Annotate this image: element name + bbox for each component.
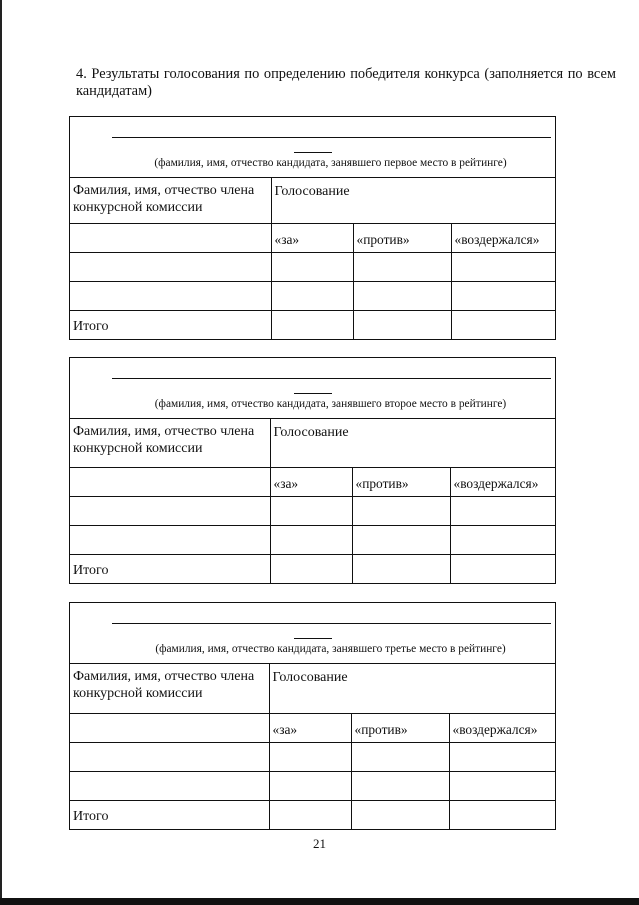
table-row xyxy=(70,742,555,771)
vote-for-cell[interactable] xyxy=(269,771,351,800)
candidate-block-first xyxy=(69,116,556,340)
divider-line xyxy=(294,393,332,394)
total-against-cell[interactable] xyxy=(351,800,449,829)
total-for-cell[interactable] xyxy=(271,310,353,339)
empty-cell xyxy=(70,223,271,252)
voting-header: Голосование xyxy=(271,178,555,223)
total-label: Итого xyxy=(70,310,271,339)
candidate-caption: (фамилия, имя, отчество кандидата, занявшего первое место в рейтинге) xyxy=(154,157,507,169)
total-for-cell[interactable] xyxy=(270,554,352,583)
option-against: «против» xyxy=(353,223,451,252)
empty-cell xyxy=(70,467,270,496)
vote-against-cell[interactable] xyxy=(353,252,451,281)
total-for-cell[interactable] xyxy=(269,800,351,829)
vote-for-cell[interactable] xyxy=(269,742,351,771)
voting-table xyxy=(70,419,555,583)
candidate-name-line[interactable] xyxy=(112,378,551,379)
empty-cell xyxy=(70,713,269,742)
total-abstained-cell[interactable] xyxy=(449,800,555,829)
option-against: «против» xyxy=(352,467,450,496)
table-row xyxy=(70,252,555,281)
option-for: «за» xyxy=(271,223,353,252)
vote-for-cell[interactable] xyxy=(270,525,352,554)
vote-against-cell[interactable] xyxy=(353,281,451,310)
table-row xyxy=(70,771,555,800)
total-row xyxy=(70,310,555,339)
total-row xyxy=(70,554,555,583)
total-against-cell[interactable] xyxy=(352,554,450,583)
vote-against-cell[interactable] xyxy=(351,771,449,800)
member-name-cell[interactable] xyxy=(70,525,270,554)
table-row xyxy=(70,281,555,310)
total-abstained-cell[interactable] xyxy=(451,310,555,339)
member-header: Фамилия, имя, отчество члена конкурсной комиссии xyxy=(70,178,271,223)
scan-bottom-band xyxy=(0,898,639,905)
member-header: Фамилия, имя, отчество члена конкурсной комиссии xyxy=(70,419,270,467)
option-abstained: «воздержался» xyxy=(449,713,555,742)
vote-abstained-cell[interactable] xyxy=(451,252,555,281)
total-abstained-cell[interactable] xyxy=(450,554,555,583)
member-name-cell[interactable] xyxy=(70,281,271,310)
voting-header: Голосование xyxy=(269,664,555,713)
member-name-cell[interactable] xyxy=(70,742,269,771)
vote-abstained-cell[interactable] xyxy=(449,771,555,800)
option-abstained: «воздержался» xyxy=(450,467,555,496)
total-row xyxy=(70,800,555,829)
vote-abstained-cell[interactable] xyxy=(450,496,555,525)
vote-for-cell[interactable] xyxy=(271,252,353,281)
option-for: «за» xyxy=(270,467,352,496)
total-label: Итого xyxy=(70,554,270,583)
table-row xyxy=(70,525,555,554)
candidate-name-line[interactable] xyxy=(112,623,551,624)
voting-table xyxy=(70,178,555,339)
vote-for-cell[interactable] xyxy=(271,281,353,310)
page-number: 21 xyxy=(313,836,326,851)
scan-left-edge xyxy=(0,0,2,905)
candidate-name-area xyxy=(70,603,555,664)
candidate-caption: (фамилия, имя, отчество кандидата, занявшего третье место в рейтинге) xyxy=(155,643,506,655)
divider-line xyxy=(294,638,332,639)
vote-abstained-cell[interactable] xyxy=(449,742,555,771)
member-name-cell[interactable] xyxy=(70,771,269,800)
candidate-name-line[interactable] xyxy=(112,137,551,138)
voting-table xyxy=(70,664,555,829)
vote-abstained-cell[interactable] xyxy=(451,281,555,310)
divider-line xyxy=(294,152,332,153)
vote-against-cell[interactable] xyxy=(351,742,449,771)
option-for: «за» xyxy=(269,713,351,742)
voting-header: Голосование xyxy=(270,419,555,467)
option-abstained: «воздержался» xyxy=(451,223,555,252)
vote-against-cell[interactable] xyxy=(352,525,450,554)
candidate-name-area xyxy=(70,117,555,178)
vote-against-cell[interactable] xyxy=(352,496,450,525)
table-row xyxy=(70,496,555,525)
member-name-cell[interactable] xyxy=(70,252,271,281)
total-against-cell[interactable] xyxy=(353,310,451,339)
member-name-cell[interactable] xyxy=(70,496,270,525)
member-header: Фамилия, имя, отчество члена конкурсной комиссии xyxy=(70,664,269,713)
candidate-name-area xyxy=(70,358,555,419)
option-against: «против» xyxy=(351,713,449,742)
vote-abstained-cell[interactable] xyxy=(450,525,555,554)
total-label: Итого xyxy=(70,800,269,829)
section-heading: 4. Результаты голосования по определению победителя конкурса (заполняется по всем кандидатам) xyxy=(76,66,616,99)
candidate-block-second xyxy=(69,357,556,584)
candidate-caption: (фамилия, имя, отчество кандидата, занявшего второе место в рейтинге) xyxy=(154,398,507,410)
vote-for-cell[interactable] xyxy=(270,496,352,525)
candidate-block-third xyxy=(69,602,556,830)
